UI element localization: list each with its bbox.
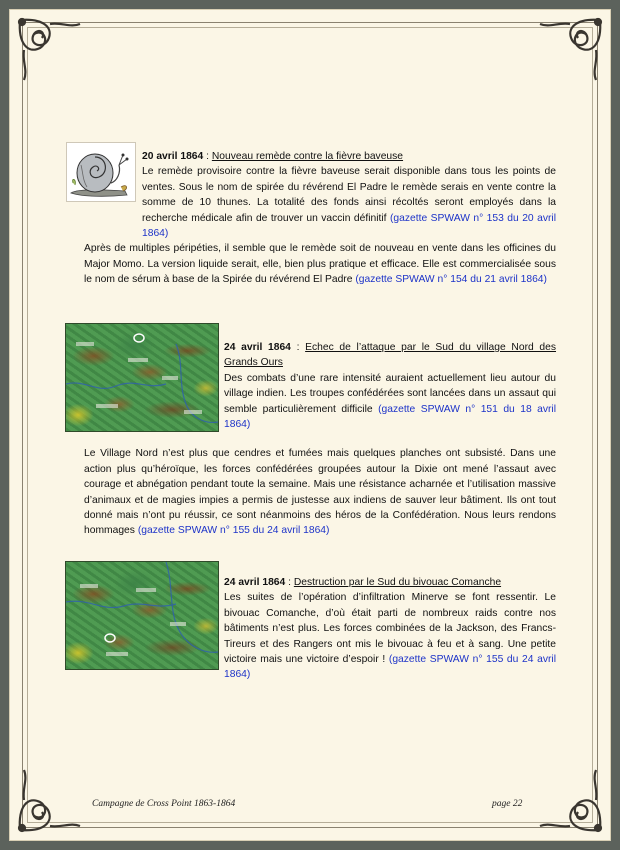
footer-campaign-title: Campagne de Cross Point 1863-1864 [92,799,236,809]
entry-body: Des combats d’une rare intensité auraient actuellement lieu autour du village indien. Les troupes confédérées sont lancées dans un assaut qui semble particulièrement difficile [224,372,556,415]
gazette-reference: (gazette SPWAW n° 155 du 24 avril 1864) [224,654,556,681]
entry-paragraph [84,149,556,241]
entry-title: Echec de l’attaque par le Sud du village Nord des Grands Ours [224,342,557,369]
entry-body: Les suites de l’opération d’infiltration Minerve se font ressentir. Le bivouac Comanche, d’où était parti de nombreux raids contre nos bâtiments n’est plus. Les forces combinées de la Jackson, des Francs-Tireurs et des Rangers ont mis le bivouac à feu et à sang. Une petite victoire mais une victoire d’espoir ! [224,592,556,666]
ornament-corner-icon [14,14,90,90]
entry-body: Le remède provisoire contre la fièvre baveuse serait disponible dans tous les points de ventes. Sous le nom de spirée du révérend El Padre le remède serais en vente contre la somme de 10 thunes. La totalité des fonds ainsi récoltés seront employés dans la recherche médicale afin de trouver un vaccin définitif [142,166,556,224]
footer-page-number: page 22 [492,799,523,809]
entry-paragraph [84,446,556,538]
entry-separator: : [290,342,306,353]
entry-title: Nouveau remède contre la fièvre baveuse [211,151,404,162]
ornament-corner-icon [530,14,606,90]
entry-title: Destruction par le Sud du bivouac Comanche [293,577,502,588]
entry-body: Après de multiples péripéties, il semble que le remède soit de nouveau en vente dans les officines du Major Momo. La version liquide serait, elle, bien plus pratique et efficace. Elle est commercialisée sous le nom de sérum à base de la Spirée du révérend El Padre [84,243,556,286]
news-entry-3 [224,575,556,683]
entry-date: 24 avril 1864 [224,577,286,588]
gazette-reference: (gazette SPWAW n° 154 du 21 avril 1864) [355,274,547,286]
entry-separator: : [203,151,212,162]
entry-paragraph [84,241,556,287]
entry-body: Le Village Nord n’est plus que cendres et fumées mais quelques planches ont subsisté. Dans une action plus qu’héroïque, les forces confédérées groupées autour la Dixie ont mené l’assaut avec courage et abnégation pendant toute la semaine. Mais une résistance acharnée et l’utilisation massive d’animaux et de magies impies a permis de justesse aux indiens de sauver leur bâtiment. Ils ont tout donné mais n’ont pu réussir, ce sont néanmoins des héros de la Confédération. Nous leurs rendons hommages [84,448,556,537]
entry-date: 20 avril 1864 [142,151,204,162]
entry-date: 24 avril 1864 [224,342,291,353]
gazette-reference: (gazette SPWAW n° 155 du 24 avril 1864) [137,525,330,537]
entry-separator: : [285,577,294,588]
news-entry-2 [84,340,556,539]
gazette-reference: (gazette SPWAW n° 153 du 20 avril 1864) [142,212,556,240]
entry-paragraph [84,340,556,432]
campaign-map-image [65,561,219,670]
entry-paragraph [224,575,556,683]
news-entry-1 [84,149,556,288]
ornament-corner-icon [530,760,606,836]
ornament-corner-icon [14,760,90,836]
map-icon [66,562,218,669]
gazette-reference: (gazette SPWAW n° 151 du 18 avril 1864) [224,403,556,431]
